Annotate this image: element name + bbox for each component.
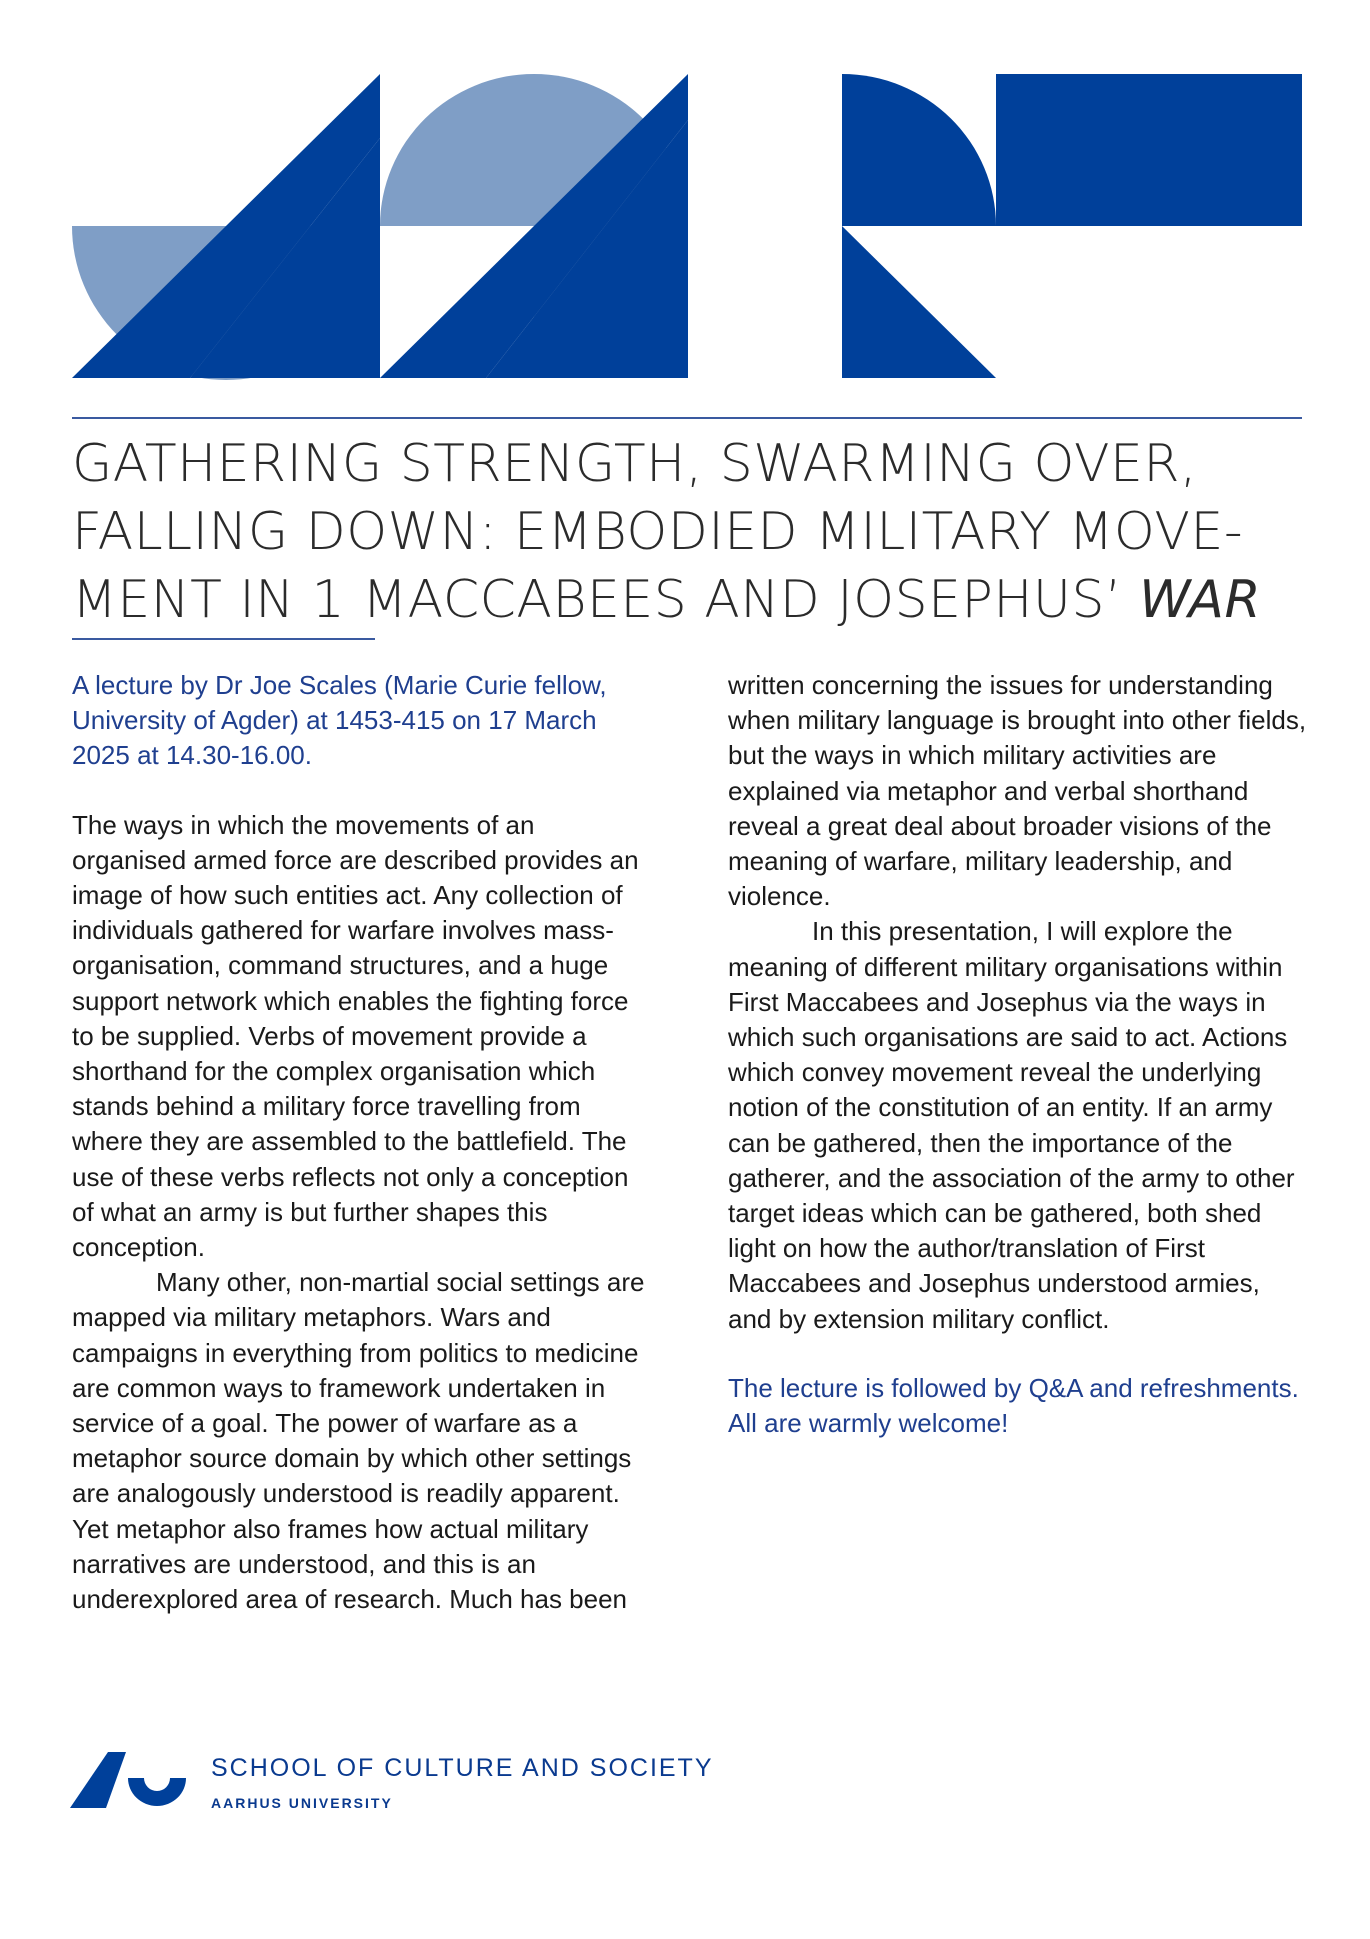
header-graphic: [0, 0, 1370, 400]
body-paragraph-2: Many other, non-martial social settings are mapped via military metaphors. Wars and campaigns in everything from politics to medicine are common ways to framework undertaken in service of a goal. The power of warfare as a metaphor source domain by which other settings are analogously understood is readily apparent. Yet metaphor also frames how actual military narratives are understood, and this is an underexplored area of research. Much has been: [72, 1267, 645, 1615]
school-name: SCHOOL OF CULTURE AND SOCIETY: [211, 1754, 714, 1782]
title-line-2: FALLING DOWN: EMBODIED MILITARY MOVE-: [72, 502, 1244, 562]
banner-dark-shapes: [72, 74, 1302, 378]
text-column-left: [72, 668, 652, 1617]
body-paragraph-1: The ways in which the movements of an organised armed force are described provides an image of how such entities act. Any collection of individuals gathered for warfare involves mass-organisation, command structures, and a huge support network which enables the fighting force to be supplied. Verbs of movement provide a shorthand for the complex organisation which stands behind a military force travelling from where they are assembled to the battlefield. The use of these verbs reflects not only a conception of what an army is but further shapes this conception.: [72, 809, 639, 1263]
title-line-3: MENT IN 1 MACCABEES AND JOSEPHUS’: [72, 570, 1140, 630]
university-name: AARHUS UNIVERSITY: [211, 1795, 393, 1811]
lecture-intro: A lecture by Dr Joe Scales (Marie Curie fellow, University of Agder) at 1453-415 on 17 March 2025 at 14.30-16.00.: [72, 670, 607, 771]
aarhus-university-logo: [70, 1752, 186, 1814]
closing-note: The lecture is followed by Q&A and refreshments. All are warmly welcome!: [728, 1372, 1299, 1439]
text-column-right: [728, 668, 1308, 1441]
page-title: [72, 430, 1312, 634]
title-bottom-rule: [72, 638, 375, 640]
title-top-rule: [72, 417, 1302, 419]
body-paragraph-3: In this presentation, I will explore the meaning of different military organisations within First Maccabees and Josephus via the ways in which such organisations are said to act. Actions which convey movement reveal the underlying notion of the constitution of an entity. If an army can be gathered, then the importance of the gatherer, and the association of the army to other target ideas which can be gathered, both shed light on how the author/translation of First Maccabees and Josephus understood armies, and by extension military conflict.: [728, 916, 1295, 1334]
body-paragraph-2-continued: written concerning the issues for understanding when military language is brought into other fields, but the ways in which military activities are explained via metaphor and verbal shorthand reveal a great deal about broader visions of the meaning of warfare, military leadership, and violence.: [728, 670, 1307, 912]
title-italic-word: WAR: [1139, 570, 1262, 630]
title-line-1: GATHERING STRENGTH, SWARMING OVER,: [72, 434, 1198, 494]
